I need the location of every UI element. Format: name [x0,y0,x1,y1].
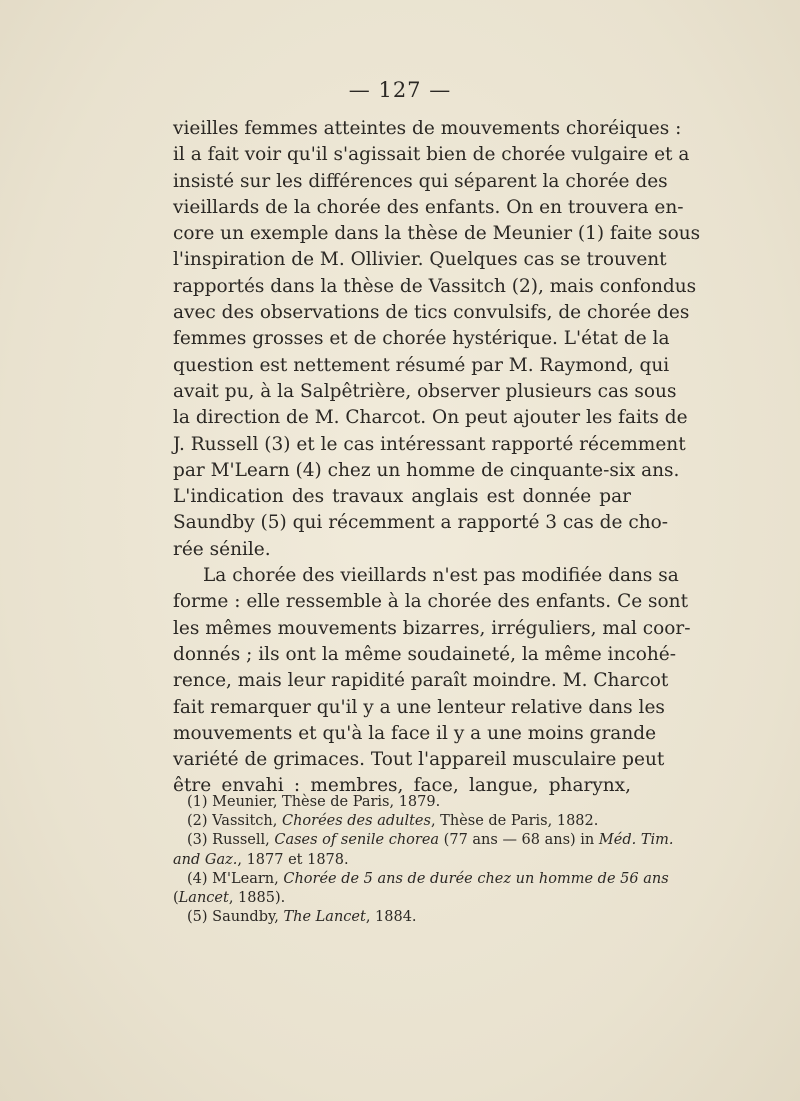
footnote-mark: (5) [187,909,208,926]
text-line: Saundby (5) qui récemment a rapporté 3 cas de cho- [173,512,669,534]
footnotes [173,793,674,927]
text-line: l'inspiration de M. Ollivier. Quelques cas se trouvent [173,249,667,271]
footnote-3-continued: and Gaz., 1877 et 1878. [173,851,349,868]
text-line: par M'Learn (4) chez un homme de cinquante-six ans. [173,459,680,481]
text-line: il a fait voir qu'il s'agissait bien de chorée vulgaire et a [173,144,690,166]
footnote-1: (1) Meunier, Thèse de Paris, 1879. [187,794,441,810]
page-number: — 127 — [348,78,452,102]
footnote-2: (2) Vassitch, Chorées des adultes, Thèse de Paris, 1882. [187,813,599,830]
body-text [173,116,701,800]
text-line: J. Russell (3) et le cas intéressant rapporté récemment [173,433,686,455]
text-line: question est nettement résumé par M. Raymond, qui [173,354,670,376]
footnote-mark: (4) [187,870,208,887]
footnote-mark: (1) [187,794,208,810]
text-line: les mêmes mouvements bizarres, irréguliers, mal coor- [173,617,691,639]
text-line: avait pu, à la Salpêtrière, observer plusieurs cas sous [173,380,677,402]
paragraph-start-line: La chorée des vieillards n'est pas modifiée dans sa [203,565,679,587]
footnote-mark: (2) [187,813,208,830]
text-line: core un exemple dans la thèse de Meunier (1) faite sous [173,223,701,245]
text-line: rapportés dans la thèse de Vassitch (2), mais confondus [173,275,697,297]
footnote-mark: (3) [187,832,208,849]
text-line: insisté sur les différences qui séparent la chorée des [173,170,668,192]
text-line: forme : elle ressemble à la chorée des enfants. Ce sont [173,591,689,613]
text-line: vieillards de la chorée des enfants. On en trouvera en- [173,196,684,218]
text-line: vieilles femmes atteintes de mouvements choréiques : [173,118,682,139]
text-line: variété de grimaces. Tout l'appareil musculaire peut [173,749,665,771]
text-line: être envahi : membres, face, langue, pharynx, [173,775,631,797]
text-line: mouvements et qu'à la face il y a une moins grande [173,722,657,744]
text-line: L'indication des travaux anglais est donnée par [173,486,631,508]
footnote-3: (3) Russell, Cases of senile chorea (77 ans — 68 ans) in Méd. Tim. [187,832,674,849]
text-line: femmes grosses et de chorée hystérique. L'état de la [173,328,670,350]
text-line: la direction de M. Charcot. On peut ajouter les faits de [173,407,688,429]
text-line: donnés ; ils ont la même soudaineté, la même incohé- [173,643,676,665]
footnote-4: (4) M'Learn, Chorée de 5 ans de durée chez un homme de 56 ans [187,870,669,887]
text-line: rée sénile. [173,538,271,560]
footnote-4-continued: (Lancet, 1885). [173,889,286,906]
footnote-5: (5) Saundby, The Lancet, 1884. [187,909,417,926]
text-line: rence, mais leur rapidité paraît moindre. M. Charcot [173,670,669,692]
text-line: avec des observations de tics convulsifs, de chorée des [173,302,690,324]
text-line: fait remarquer qu'il y a une lenteur relative dans les [173,696,665,718]
